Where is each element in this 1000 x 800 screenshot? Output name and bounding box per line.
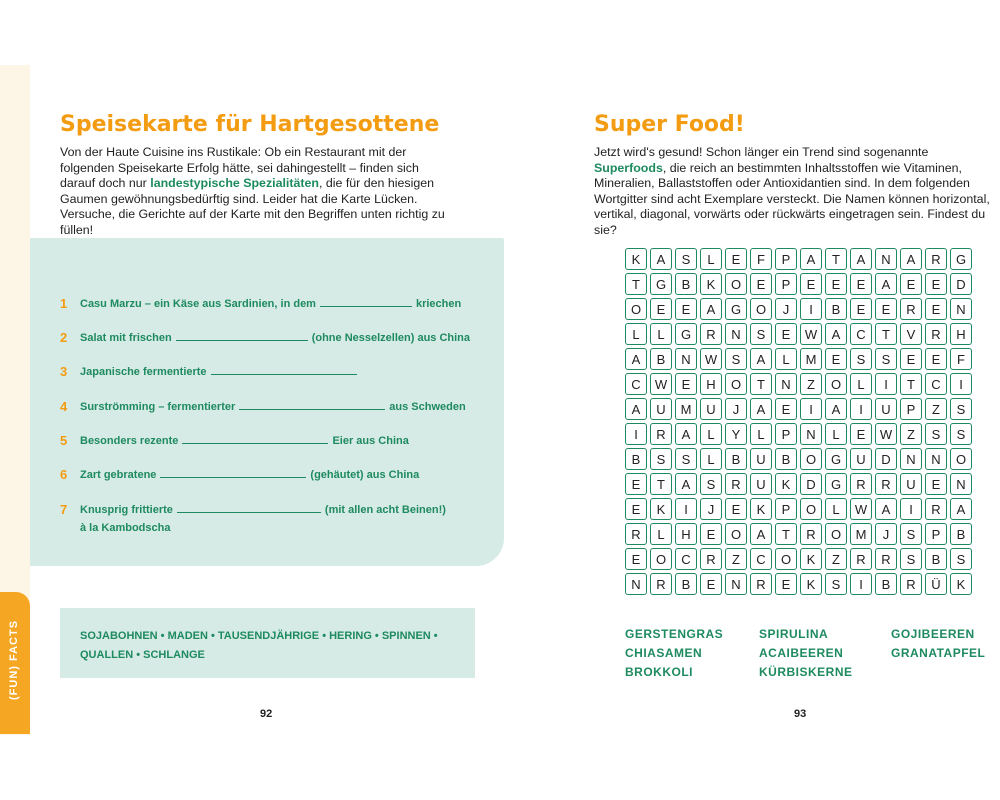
menu-item-text: (ohne Nesselzellen) aus China (311, 332, 471, 344)
grid-cell[interactable]: U (750, 473, 772, 495)
grid-cell[interactable]: S (925, 423, 947, 445)
right-page-title: Super Food! (594, 112, 745, 137)
grid-cell[interactable]: B (775, 448, 797, 470)
grid-cell[interactable]: I (875, 373, 897, 395)
menu-item-number: 4 (60, 399, 68, 414)
grid-cell[interactable]: L (625, 323, 647, 345)
grid-cell[interactable]: W (875, 423, 897, 445)
grid-cell[interactable]: G (825, 473, 847, 495)
grid-cell[interactable]: E (775, 323, 797, 345)
grid-cell[interactable]: A (800, 248, 822, 270)
grid-cell[interactable]: L (775, 348, 797, 370)
grid-cell[interactable]: T (900, 373, 922, 395)
blank-line (176, 340, 308, 341)
grid-cell[interactable]: A (825, 398, 847, 420)
grid-cell[interactable]: L (700, 423, 722, 445)
grid-cell[interactable]: O (625, 298, 647, 320)
grid-cell[interactable]: E (825, 273, 847, 295)
grid-cell[interactable]: W (800, 323, 822, 345)
solution-word: BROKKOLI (625, 665, 693, 679)
grid-cell[interactable]: Z (900, 423, 922, 445)
grid-cell[interactable]: A (875, 498, 897, 520)
grid-cell[interactable]: E (750, 273, 772, 295)
grid-cell[interactable]: E (875, 298, 897, 320)
menu-item-text: aus Schweden (389, 401, 466, 413)
grid-cell[interactable]: C (850, 323, 872, 345)
solution-word: GERSTENGRAS (625, 627, 724, 641)
intro-text: , die für den hiesigen Gaumen gewöhnungsbedürftig sind. Leider hat die Karte Lücken. Versuche, die Gerichte auf der Karte mit den Begriffen unten richtig zu füllen! (60, 176, 445, 237)
grid-cell[interactable]: N (775, 373, 797, 395)
grid-cell[interactable]: O (950, 448, 972, 470)
intro-text: , die reich an bestimmten Inhaltsstoffen wie Vitaminen, Mineralien, Ballaststoffen oder Antioxidantien sind. In dem folgenden Wortgitter sind acht Exemplare versteckt. Die Namen können horizontal, vertikal, diagonal, vorwärts oder rückwärts eingetragen sein. Findest du sie? (594, 160, 990, 237)
grid-cell[interactable]: T (650, 473, 672, 495)
menu-item-text: (gehäutet) aus China (310, 469, 420, 481)
grid-cell[interactable]: N (925, 448, 947, 470)
grid-cell[interactable]: I (950, 373, 972, 395)
grid-cell[interactable]: N (875, 248, 897, 270)
grid-cell[interactable]: D (950, 273, 972, 295)
grid-cell[interactable]: R (850, 548, 872, 570)
grid-cell[interactable]: E (625, 473, 647, 495)
grid-cell[interactable]: R (900, 298, 922, 320)
grid-cell[interactable]: A (675, 473, 697, 495)
grid-cell[interactable]: T (750, 373, 772, 395)
grid-cell[interactable]: U (700, 398, 722, 420)
menu-item-text: Salat mit frischen (80, 332, 172, 344)
solution-word: KÜRBISKERNE (759, 665, 853, 679)
grid-cell[interactable]: S (900, 548, 922, 570)
grid-cell[interactable]: C (925, 373, 947, 395)
grid-cell[interactable]: L (700, 448, 722, 470)
menu-card (30, 238, 504, 566)
grid-cell[interactable]: E (850, 423, 872, 445)
grid-cell[interactable]: Y (725, 423, 747, 445)
grid-cell[interactable]: K (650, 498, 672, 520)
grid-cell[interactable]: W (850, 498, 872, 520)
grid-cell[interactable]: O (800, 498, 822, 520)
solution-word: ACAIBEEREN (759, 646, 844, 660)
grid-cell[interactable]: L (650, 323, 672, 345)
grid-cell[interactable]: L (825, 423, 847, 445)
grid-cell[interactable]: U (850, 448, 872, 470)
grid-cell[interactable]: T (775, 523, 797, 545)
grid-cell[interactable]: S (900, 523, 922, 545)
grid-cell[interactable]: O (775, 548, 797, 570)
grid-cell[interactable]: K (700, 273, 722, 295)
grid-cell[interactable]: I (900, 498, 922, 520)
grid-cell[interactable]: R (650, 573, 672, 595)
grid-cell[interactable]: H (950, 323, 972, 345)
grid-cell[interactable]: F (750, 248, 772, 270)
grid-cell[interactable]: O (725, 373, 747, 395)
grid-cell[interactable]: P (925, 523, 947, 545)
menu-item-text: Besonders rezente (80, 435, 179, 447)
grid-cell[interactable]: Ü (925, 573, 947, 595)
grid-cell[interactable]: B (950, 523, 972, 545)
grid-cell[interactable]: R (900, 573, 922, 595)
grid-cell[interactable]: T (625, 273, 647, 295)
grid-cell[interactable]: G (650, 273, 672, 295)
grid-cell[interactable]: C (675, 548, 697, 570)
grid-cell[interactable]: A (750, 348, 772, 370)
grid-cell[interactable]: E (650, 298, 672, 320)
grid-cell[interactable]: W (700, 348, 722, 370)
grid-cell[interactable]: E (925, 473, 947, 495)
grid-cell[interactable]: Z (725, 548, 747, 570)
grid-cell[interactable]: S (850, 348, 872, 370)
blank-line (320, 306, 412, 307)
grid-cell[interactable]: Z (925, 398, 947, 420)
grid-cell[interactable]: R (925, 323, 947, 345)
grid-cell[interactable]: K (775, 473, 797, 495)
grid-cell[interactable]: B (925, 548, 947, 570)
grid-cell[interactable]: K (750, 498, 772, 520)
grid-cell[interactable]: I (625, 423, 647, 445)
grid-cell[interactable]: D (875, 448, 897, 470)
grid-cell[interactable]: U (650, 398, 672, 420)
grid-cell[interactable]: R (700, 548, 722, 570)
grid-cell[interactable]: B (625, 448, 647, 470)
grid-cell[interactable]: S (725, 348, 747, 370)
grid-cell[interactable]: Z (800, 373, 822, 395)
grid-cell[interactable]: H (700, 373, 722, 395)
page-number-left: 92 (260, 708, 273, 720)
grid-cell[interactable]: B (675, 273, 697, 295)
intro-highlight: Superfoods (594, 160, 663, 175)
grid-cell[interactable]: I (675, 498, 697, 520)
grid-cell[interactable]: R (800, 523, 822, 545)
grid-cell[interactable]: J (700, 498, 722, 520)
grid-cell[interactable]: E (900, 348, 922, 370)
grid-cell[interactable]: S (675, 448, 697, 470)
grid-cell[interactable]: E (775, 573, 797, 595)
menu-item-number: 7 (60, 502, 68, 517)
grid-cell[interactable]: K (800, 548, 822, 570)
word-bank (60, 608, 475, 678)
grid-cell[interactable]: N (950, 473, 972, 495)
grid-cell[interactable]: R (700, 323, 722, 345)
grid-cell[interactable]: C (625, 373, 647, 395)
grid-cell[interactable]: S (950, 398, 972, 420)
grid-cell[interactable]: N (800, 423, 822, 445)
grid-cell[interactable]: R (875, 548, 897, 570)
grid-cell[interactable]: O (825, 523, 847, 545)
grid-cell[interactable]: S (700, 473, 722, 495)
grid-cell[interactable]: H (675, 523, 697, 545)
grid-cell[interactable]: L (700, 248, 722, 270)
grid-cell[interactable]: O (650, 548, 672, 570)
grid-cell[interactable]: C (750, 548, 772, 570)
grid-cell[interactable]: P (775, 423, 797, 445)
left-page-title: Speisekarte für Hartgesottene (60, 112, 440, 137)
grid-cell[interactable]: J (775, 298, 797, 320)
grid-cell[interactable]: I (850, 573, 872, 595)
grid-cell[interactable]: E (825, 348, 847, 370)
grid-cell[interactable]: L (850, 373, 872, 395)
intro-highlight: landestypische Spezialitäten (150, 176, 319, 190)
grid-cell[interactable]: S (750, 323, 772, 345)
grid-cell[interactable]: O (750, 298, 772, 320)
menu-item-text: Eier aus China (332, 435, 409, 447)
grid-cell[interactable]: R (875, 473, 897, 495)
menu-item-text: Japanische fermentierte (80, 366, 207, 378)
grid-cell[interactable]: B (675, 573, 697, 595)
grid-cell[interactable]: S (950, 548, 972, 570)
grid-cell[interactable]: A (875, 273, 897, 295)
grid-cell[interactable]: B (725, 448, 747, 470)
grid-cell[interactable]: N (900, 448, 922, 470)
grid-cell[interactable]: A (950, 498, 972, 520)
grid-cell[interactable]: R (750, 573, 772, 595)
menu-item-text: Casu Marzu – ein Käse aus Sardinien, in dem (80, 298, 316, 310)
grid-cell[interactable]: D (800, 473, 822, 495)
grid-cell[interactable]: F (950, 348, 972, 370)
grid-cell[interactable]: L (825, 498, 847, 520)
grid-cell[interactable]: A (625, 348, 647, 370)
intro-text: Von der Haute Cuisine ins Rustikale: Ob ein Restaurant mit der folgenden Speisekarte Erfolg hätte, sei dahingestellt – finden sich darauf doch nur (60, 145, 419, 190)
grid-cell[interactable]: G (950, 248, 972, 270)
grid-cell[interactable]: L (750, 423, 772, 445)
grid-cell[interactable]: O (825, 373, 847, 395)
solution-word: CHIASAMEN (625, 646, 703, 660)
blank-line (239, 409, 385, 410)
solution-word: GOJIBEEREN (891, 627, 975, 641)
grid-cell[interactable]: E (900, 273, 922, 295)
grid-cell[interactable]: S (825, 573, 847, 595)
word-bank-text: SOJABOHNEN • MADEN • TAUSENDJÄHRIGE • HERING • SPINNEN • QUALLEN • SCHLANGE (80, 630, 438, 661)
grid-cell[interactable]: R (925, 248, 947, 270)
grid-cell[interactable]: L (650, 523, 672, 545)
grid-cell[interactable]: G (825, 448, 847, 470)
grid-cell[interactable]: B (875, 573, 897, 595)
grid-cell[interactable]: A (675, 423, 697, 445)
grid-cell[interactable]: E (725, 248, 747, 270)
grid-cell[interactable]: Z (825, 548, 847, 570)
grid-cell[interactable]: A (750, 398, 772, 420)
solution-word: GRANATAPFEL (891, 646, 986, 660)
grid-cell[interactable]: V (900, 323, 922, 345)
blank-line (211, 374, 357, 375)
grid-cell[interactable]: E (625, 548, 647, 570)
menu-item-number: 5 (60, 433, 68, 448)
grid-cell[interactable]: E (725, 498, 747, 520)
grid-cell[interactable]: M (800, 348, 822, 370)
menu-item-text: Knusprig frittierte (80, 504, 173, 516)
menu-item-text: Zart gebratene (80, 469, 157, 481)
grid-cell[interactable]: B (650, 348, 672, 370)
blank-line (160, 477, 306, 478)
grid-cell[interactable]: I (800, 398, 822, 420)
grid-cell[interactable]: U (750, 448, 772, 470)
grid-cell[interactable]: G (675, 323, 697, 345)
grid-cell[interactable]: K (800, 573, 822, 595)
grid-cell[interactable]: R (925, 498, 947, 520)
menu-item-text: kriechen (415, 298, 462, 310)
grid-cell[interactable]: U (875, 398, 897, 420)
grid-cell[interactable]: P (775, 248, 797, 270)
menu-item-text: Surströmming – fermentierter (80, 401, 236, 413)
grid-cell[interactable]: M (675, 398, 697, 420)
grid-cell[interactable]: S (650, 448, 672, 470)
grid-cell[interactable]: M (850, 523, 872, 545)
grid-cell[interactable]: E (925, 273, 947, 295)
grid-cell[interactable]: P (775, 273, 797, 295)
grid-cell[interactable]: T (825, 248, 847, 270)
grid-cell[interactable]: E (775, 398, 797, 420)
grid-cell[interactable]: E (675, 373, 697, 395)
grid-cell[interactable]: K (625, 248, 647, 270)
grid-cell[interactable]: N (675, 348, 697, 370)
grid-cell[interactable]: K (950, 573, 972, 595)
grid-cell[interactable]: N (950, 298, 972, 320)
word-search-grid (625, 248, 975, 598)
grid-cell[interactable]: S (675, 248, 697, 270)
intro-text: Jetzt wird's gesund! Schon länger ein Trend sind sogenannte (594, 145, 929, 159)
grid-cell[interactable]: E (850, 273, 872, 295)
grid-cell[interactable]: W (650, 373, 672, 395)
page-number-right: 93 (794, 708, 807, 720)
grid-cell[interactable]: S (950, 423, 972, 445)
grid-cell[interactable]: E (700, 523, 722, 545)
grid-cell[interactable]: E (625, 498, 647, 520)
grid-cell[interactable]: E (850, 298, 872, 320)
grid-cell[interactable]: R (725, 473, 747, 495)
grid-cell[interactable]: T (875, 323, 897, 345)
grid-cell[interactable]: E (800, 273, 822, 295)
menu-item-number: 3 (60, 364, 68, 379)
grid-cell[interactable]: O (725, 523, 747, 545)
grid-cell[interactable]: N (725, 573, 747, 595)
grid-cell[interactable]: J (725, 398, 747, 420)
menu-item-text: à la Kambodscha (80, 522, 171, 534)
left-page-intro (60, 145, 455, 238)
right-page-intro (594, 145, 996, 238)
menu-item-text: (mit allen acht Beinen!) (324, 504, 446, 516)
grid-cell[interactable]: A (825, 323, 847, 345)
grid-cell[interactable]: A (650, 248, 672, 270)
solution-word: SPIRULINA (759, 627, 829, 641)
grid-cell[interactable]: A (900, 248, 922, 270)
grid-cell[interactable]: P (775, 498, 797, 520)
grid-cell[interactable]: J (875, 523, 897, 545)
grid-cell[interactable]: O (800, 448, 822, 470)
grid-cell[interactable]: E (925, 348, 947, 370)
menu-item-number: 2 (60, 330, 68, 345)
grid-cell[interactable]: A (625, 398, 647, 420)
grid-cell[interactable]: I (850, 398, 872, 420)
grid-cell[interactable]: R (650, 423, 672, 445)
grid-cell[interactable]: R (625, 523, 647, 545)
menu-item-number: 6 (60, 467, 68, 482)
grid-cell[interactable]: E (700, 573, 722, 595)
grid-cell[interactable]: A (850, 248, 872, 270)
grid-cell[interactable]: N (725, 323, 747, 345)
grid-cell[interactable]: N (625, 573, 647, 595)
grid-cell[interactable]: A (700, 298, 722, 320)
grid-cell[interactable]: R (850, 473, 872, 495)
grid-cell[interactable]: B (825, 298, 847, 320)
grid-cell[interactable]: S (875, 348, 897, 370)
side-tab-label: (FUN) FACTS (8, 619, 20, 700)
blank-line (182, 443, 328, 444)
grid-cell[interactable]: I (800, 298, 822, 320)
grid-cell[interactable]: P (900, 398, 922, 420)
grid-cell[interactable]: E (925, 298, 947, 320)
menu-item-number: 1 (60, 296, 68, 311)
grid-cell[interactable]: A (750, 523, 772, 545)
grid-cell[interactable]: O (725, 273, 747, 295)
grid-cell[interactable]: E (675, 298, 697, 320)
blank-line (177, 512, 321, 513)
grid-cell[interactable]: G (725, 298, 747, 320)
grid-cell[interactable]: U (900, 473, 922, 495)
